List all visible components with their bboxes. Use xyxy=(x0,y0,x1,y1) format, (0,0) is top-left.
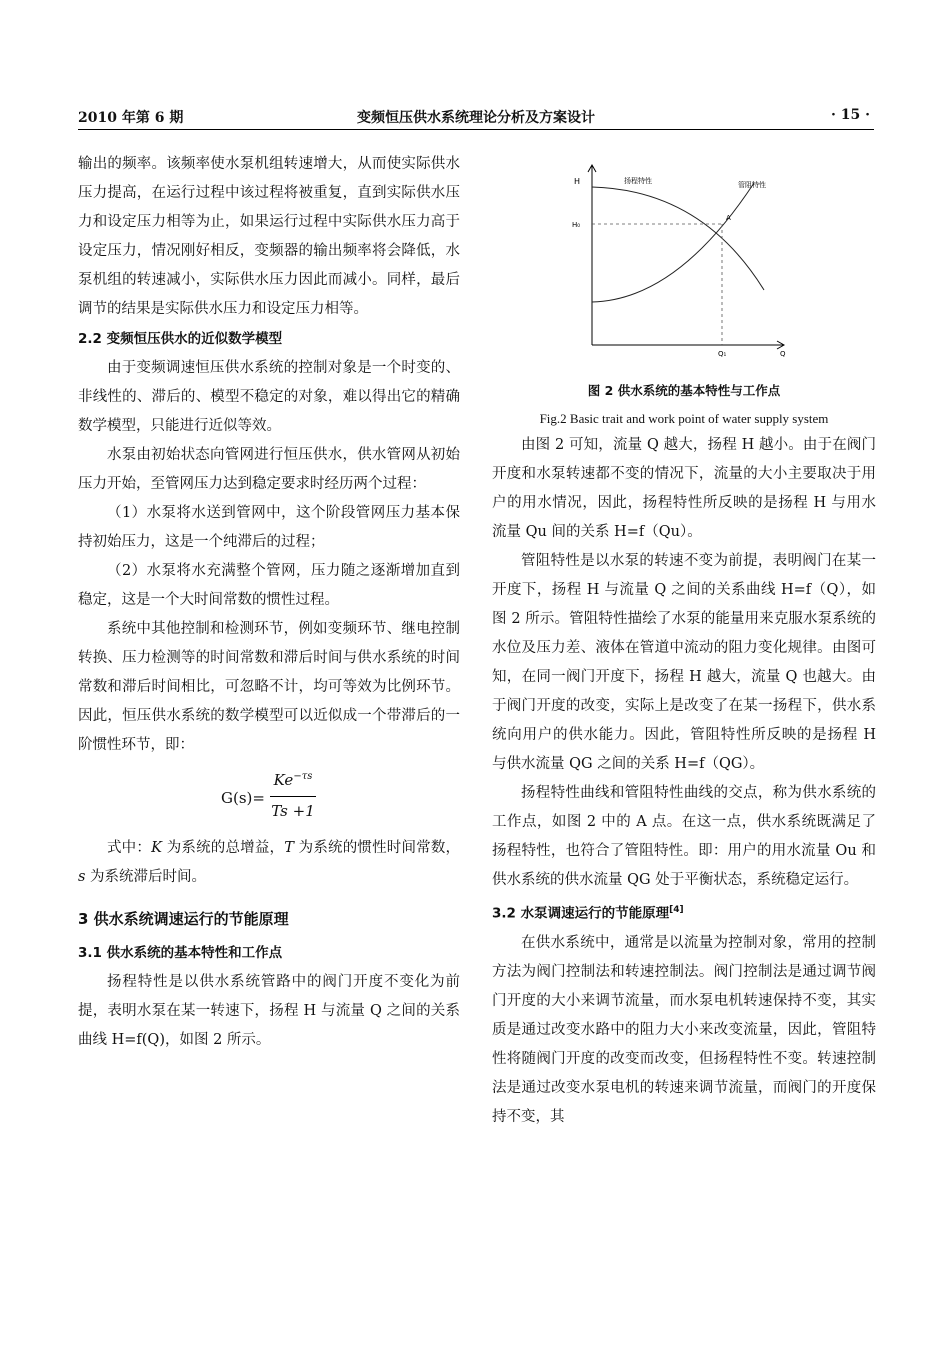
paragraph: 由图 2 可知，流量 Q 越大，扬程 H 越小。由于在阀门开度和水泵转速都不变的情况下，流量的大小主要取决于用户的用水情况，因此，扬程特性所反映的是扬程 H 与用水流量 Qu 间的关系 H=f（Qu）。 xyxy=(492,437,876,540)
x-axis-label: Q xyxy=(780,350,786,358)
figure-2 xyxy=(492,150,876,375)
formula-denominator: Ts +1 xyxy=(271,802,315,820)
article-title: 变频恒压供水系统理论分析及方案设计 xyxy=(357,110,595,126)
left-column xyxy=(78,150,460,1055)
q1-label: Q₁ xyxy=(718,350,727,358)
paragraph: 在供水系统中，通常是以流量为控制对象，常用的控制方法为阀门控制法和转速控制法。阀门控制法是通过调节阀门开度的大小来调节流量，而水泵电机转速保持不变，其实质是通过改变水路中的阻力大小来改变流量，因此，管阻特性将随阀门开度的改变而改变，但扬程特性不变。转速控制法是通过改变水泵电机的转速来调节流量，而阀门的开度保持不变，其 xyxy=(492,934,876,1125)
paragraph: 扬程特性曲线和管阻特性曲线的交点，称为供水系统的工作点，如图 2 中的 A 点。在这一点，供水系统既满足了扬程特性，也符合了管阻特性。即：用户的用水流量 Ou 和供水系统的供水流量 QG 处于平衡状态，系统稳定运行。 xyxy=(492,785,876,888)
formula-lhs: G(s)= xyxy=(221,789,265,807)
section-heading-3-2: 3.2 水泵调速运行的节能原理[4] xyxy=(492,905,684,922)
issue-label: 2010 年第 6 期 xyxy=(78,110,184,126)
y-axis-label: H xyxy=(574,177,581,186)
paragraph: 由于变频调速恒压供水系统的控制对象是一个时变的、非线性的、滞后的、模型不稳定的对象，难以得出它的精确数学模型，只能进行近似等效。 xyxy=(78,360,460,434)
figure-caption-zh: 图 2 供水系统的基本特性与工作点 xyxy=(587,383,781,398)
paragraph: （1）水泵将水送到管网中，这个阶段管网压力基本保持初始压力，这是一个纯滞后的过程； xyxy=(78,505,460,550)
point-a-label: A xyxy=(726,214,731,222)
running-header xyxy=(78,105,874,130)
transfer-function-formula xyxy=(78,766,460,830)
characteristic-chart xyxy=(492,150,876,375)
paragraph: （2）水泵将水充满整个管网，压力随之逐渐增加直到稳定，这是一个大时间常数的惯性过程。 xyxy=(78,563,460,608)
head-curve-label: 扬程特性 xyxy=(624,177,652,185)
head-curve xyxy=(592,187,764,290)
paragraph: 输出的频率。该频率使水泵机组转速增大，从而使实际供水压力提高，在运行过程中该过程将被重复，直到实际供水压力和设定压力相等为止，如果运行过程中实际供水压力高于设定压力，情况刚好相反，变频器的输出频率将会降低，水泵机组的转速减小，实际供水压力因此而减小。同样，最后调节的结果是实际供水压力和设定压力相等。 xyxy=(78,156,460,317)
section-heading-3-1: 3.1 供水系统的基本特性和工作点 xyxy=(78,945,283,961)
pipe-curve-label: 管阻特性 xyxy=(738,181,766,189)
figure-caption-en: Fig.2 Basic trait and work point of water supply system xyxy=(539,411,829,426)
formula-numerator: $Ke^{-\tau s}$ xyxy=(273,771,313,789)
pipe-resistance-curve xyxy=(592,183,754,302)
section-heading-3: 3 供水系统调速运行的节能原理 xyxy=(78,910,289,928)
paragraph: 扬程特性是以供水系统管路中的阀门开度不变化为前提，表明水泵在某一转速下，扬程 H 与流量 Q 之间的关系曲线 H=f(Q)，如图 2 所示。 xyxy=(78,974,460,1048)
paragraph: 管阻特性是以水泵的转速不变为前提，表明阀门在某一开度下，扬程 H 与流量 Q 之间的关系曲线 H=f（Q），如图 2 所示。管阻特性描绘了水泵的能量用来克服水泵系统的水位及压力差、液体在管道中流动的阻力变化规律。由图可知，在同一阀门开度下，扬程 H 越大，流量 Q 也越大。由于阀门开度的改变，实际上是改变了在某一扬程下，供水系统向用户的供水能力。因此，管阻特性所反映的是扬程 H 与供水流量 QG 之间的关系 H=f（QG）。 xyxy=(492,553,876,772)
right-column xyxy=(492,150,876,1132)
ha-label: H₀ xyxy=(572,221,581,229)
page-number: · 15 · xyxy=(831,107,870,123)
citation-ref: [4] xyxy=(669,905,684,915)
paragraph: 水泵由初始状态向管网进行恒压供水，供水管网从初始压力开始，至管网压力达到稳定要求时经历两个过程： xyxy=(78,447,460,492)
paragraph: 式中：K 为系统的总增益，T 为系统的惯性时间常数，s 为系统滞后时间。 xyxy=(78,840,461,885)
section-heading-2-2: 2.2 变频恒压供水的近似数学模型 xyxy=(78,331,283,347)
paragraph: 系统中其他控制和检测环节，例如变频环节、继电控制转换、压力检测等的时间常数和滞后时间与供水系统的时间常数和滞后时间相比，可忽略不计，均可等效为比例环节。因此，恒压供水系统的数学模型可以近似成一个带滞后的一阶惯性环节，即： xyxy=(78,621,460,753)
fraction-bar xyxy=(270,796,316,797)
